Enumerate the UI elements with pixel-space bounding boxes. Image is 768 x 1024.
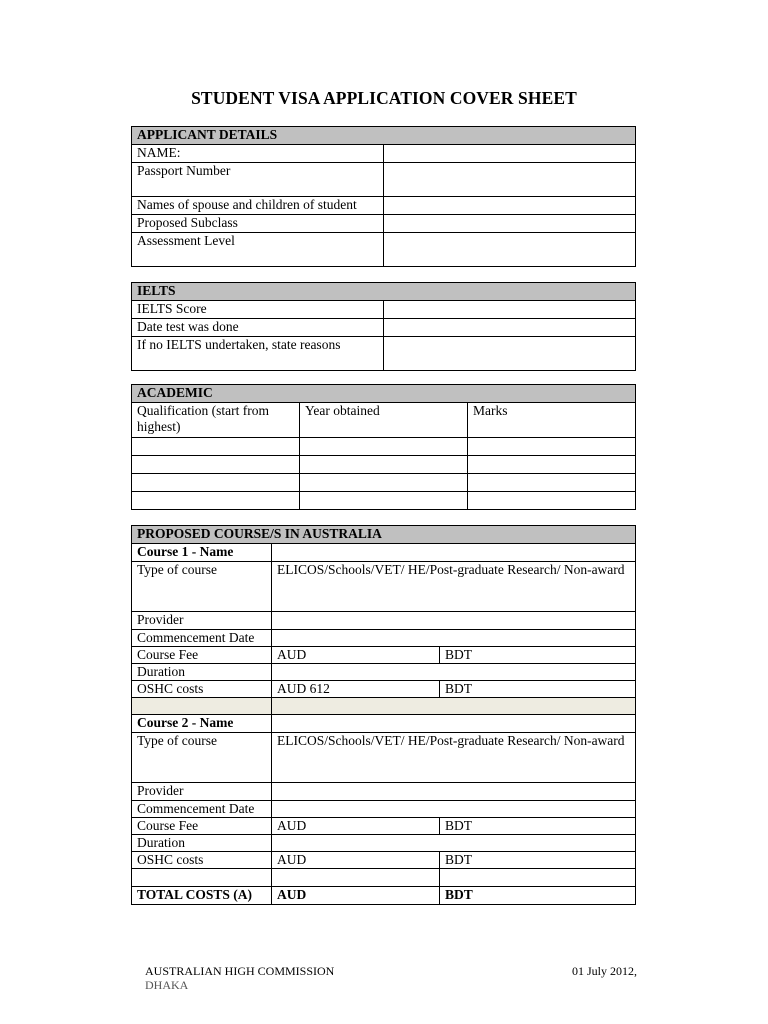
marks-cell[interactable] (468, 456, 636, 474)
course1-fee-bdt[interactable]: BDT (440, 647, 636, 664)
course1-oshc-label: OSHC costs (132, 681, 272, 698)
spouse-children-field[interactable] (384, 197, 636, 215)
ielts-score-label: IELTS Score (132, 301, 384, 319)
course2-duration-label: Duration (132, 835, 272, 852)
marks-column-header: Marks (468, 403, 636, 438)
course2-provider-label: Provider (132, 783, 272, 801)
ielts-score-field[interactable] (384, 301, 636, 319)
course1-oshc-bdt[interactable]: BDT (440, 681, 636, 698)
applicant-details-header: APPLICANT DETAILS (132, 127, 636, 145)
year-cell[interactable] (300, 456, 468, 474)
qualification-cell[interactable] (132, 492, 300, 510)
ielts-header: IELTS (132, 283, 636, 301)
course1-provider-field[interactable] (272, 612, 636, 630)
blank-cell (132, 869, 272, 887)
footer-organisation (145, 964, 335, 992)
academic-table (131, 384, 636, 510)
blank-row (132, 869, 636, 887)
table-row (132, 438, 636, 456)
qualification-cell[interactable] (132, 438, 300, 456)
course2-oshc-aud[interactable]: AUD (272, 852, 440, 869)
course1-commencement-field[interactable] (272, 630, 636, 647)
course2-fee-bdt[interactable]: BDT (440, 818, 636, 835)
course1-fee-aud[interactable]: AUD (272, 647, 440, 664)
course2-duration-field[interactable] (272, 835, 636, 852)
marks-cell[interactable] (468, 492, 636, 510)
table-row (132, 474, 636, 492)
name-label: NAME: (132, 145, 384, 163)
course2-oshc-label: OSHC costs (132, 852, 272, 869)
table-row (132, 456, 636, 474)
course1-name-field[interactable] (272, 544, 636, 562)
course2-provider-field[interactable] (272, 783, 636, 801)
applicant-details-table (131, 126, 636, 267)
proposed-subclass-label: Proposed Subclass (132, 215, 384, 233)
course1-commencement-label: Commencement Date (132, 630, 272, 647)
course2-name-label: Course 2 - Name (132, 715, 272, 733)
course2-name-field[interactable] (272, 715, 636, 733)
qualification-column-header: Qualification (start from highest) (132, 403, 300, 438)
year-cell[interactable] (300, 474, 468, 492)
course2-fee-aud[interactable]: AUD (272, 818, 440, 835)
marks-cell[interactable] (468, 474, 636, 492)
course2-fee-label: Course Fee (132, 818, 272, 835)
course2-oshc-bdt[interactable]: BDT (440, 852, 636, 869)
proposed-courses-table (131, 525, 636, 905)
blank-cell (272, 869, 440, 887)
proposed-subclass-field[interactable] (384, 215, 636, 233)
qualification-cell[interactable] (132, 474, 300, 492)
course1-oshc-aud[interactable]: AUD 612 (272, 681, 440, 698)
no-ielts-reasons-label: If no IELTS undertaken, state reasons (132, 337, 384, 371)
assessment-level-field[interactable] (384, 233, 636, 267)
footer-city-cut: DHAKA (145, 978, 189, 992)
year-cell[interactable] (300, 492, 468, 510)
course1-duration-field[interactable] (272, 664, 636, 681)
course1-provider-label: Provider (132, 612, 272, 630)
course2-commencement-field[interactable] (272, 801, 636, 818)
ielts-table (131, 282, 636, 371)
course2-type-value[interactable]: ELICOS/Schools/VET/ HE/Post-graduate Research/ Non-award (272, 733, 636, 783)
total-costs-aud[interactable]: AUD (272, 887, 440, 905)
course2-type-label: Type of course (132, 733, 272, 783)
academic-header: ACADEMIC (132, 385, 636, 403)
total-costs-label: TOTAL COSTS (A) (132, 887, 272, 905)
name-field[interactable] (384, 145, 636, 163)
passport-number-label: Passport Number (132, 163, 384, 197)
course1-type-label: Type of course (132, 562, 272, 612)
year-cell[interactable] (300, 438, 468, 456)
marks-cell[interactable] (468, 438, 636, 456)
course1-duration-label: Duration (132, 664, 272, 681)
table-row (132, 492, 636, 510)
footer-date: 01 July 2012, (571, 964, 637, 978)
course2-commencement-label: Commencement Date (132, 801, 272, 818)
test-date-field[interactable] (384, 319, 636, 337)
blank-cell (440, 869, 636, 887)
footer-organisation-name: AUSTRALIAN HIGH COMMISSION (145, 964, 335, 978)
separator-cell (132, 698, 272, 715)
no-ielts-reasons-field[interactable] (384, 337, 636, 371)
spouse-children-label: Names of spouse and children of student (132, 197, 384, 215)
course1-fee-label: Course Fee (132, 647, 272, 664)
year-obtained-column-header: Year obtained (300, 403, 468, 438)
total-costs-bdt[interactable]: BDT (440, 887, 636, 905)
assessment-level-label: Assessment Level (132, 233, 384, 267)
course1-name-label: Course 1 - Name (132, 544, 272, 562)
separator-row (132, 698, 636, 715)
proposed-courses-header: PROPOSED COURSE/S IN AUSTRALIA (132, 526, 636, 544)
separator-cell (272, 698, 636, 715)
course1-type-value[interactable]: ELICOS/Schools/VET/ HE/Post-graduate Research/ Non-award (272, 562, 636, 612)
test-date-label: Date test was done (132, 319, 384, 337)
qualification-cell[interactable] (132, 456, 300, 474)
passport-number-field[interactable] (384, 163, 636, 197)
page-title: STUDENT VISA APPLICATION COVER SHEET (191, 88, 577, 108)
